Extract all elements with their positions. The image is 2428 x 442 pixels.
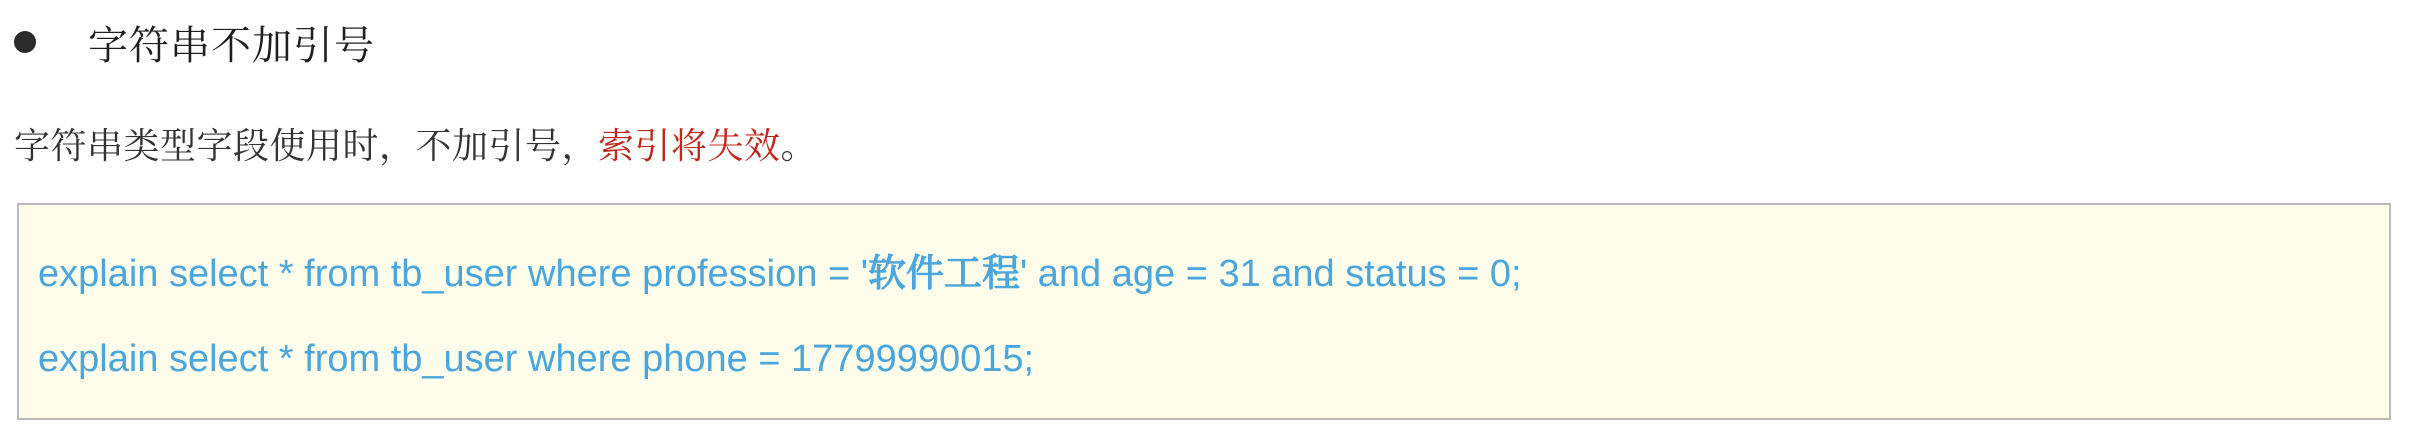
- code-block: [17, 203, 2391, 420]
- code-line-2: explain select * from tb_user where phone = 17799990015;: [38, 338, 1035, 380]
- code-line-1-start: explain select * from tb_user where profession = ': [38, 253, 868, 295]
- description-text: 字符串类型字段使用时，不加引号，: [14, 126, 599, 167]
- code-line-1-end: ' and age = 31 and status = 0;: [1019, 253, 1522, 295]
- section-heading: [14, 10, 375, 74]
- code-line-1: [38, 242, 1522, 297]
- description-paragraph: [14, 118, 817, 169]
- description-end: 。: [780, 126, 818, 167]
- code-line-1-value: 软件工程: [867, 251, 1020, 295]
- bullet-icon: [14, 31, 36, 53]
- heading-text: 字符串不加引号: [88, 22, 375, 69]
- warning-highlight: 索引将失效: [598, 126, 781, 167]
